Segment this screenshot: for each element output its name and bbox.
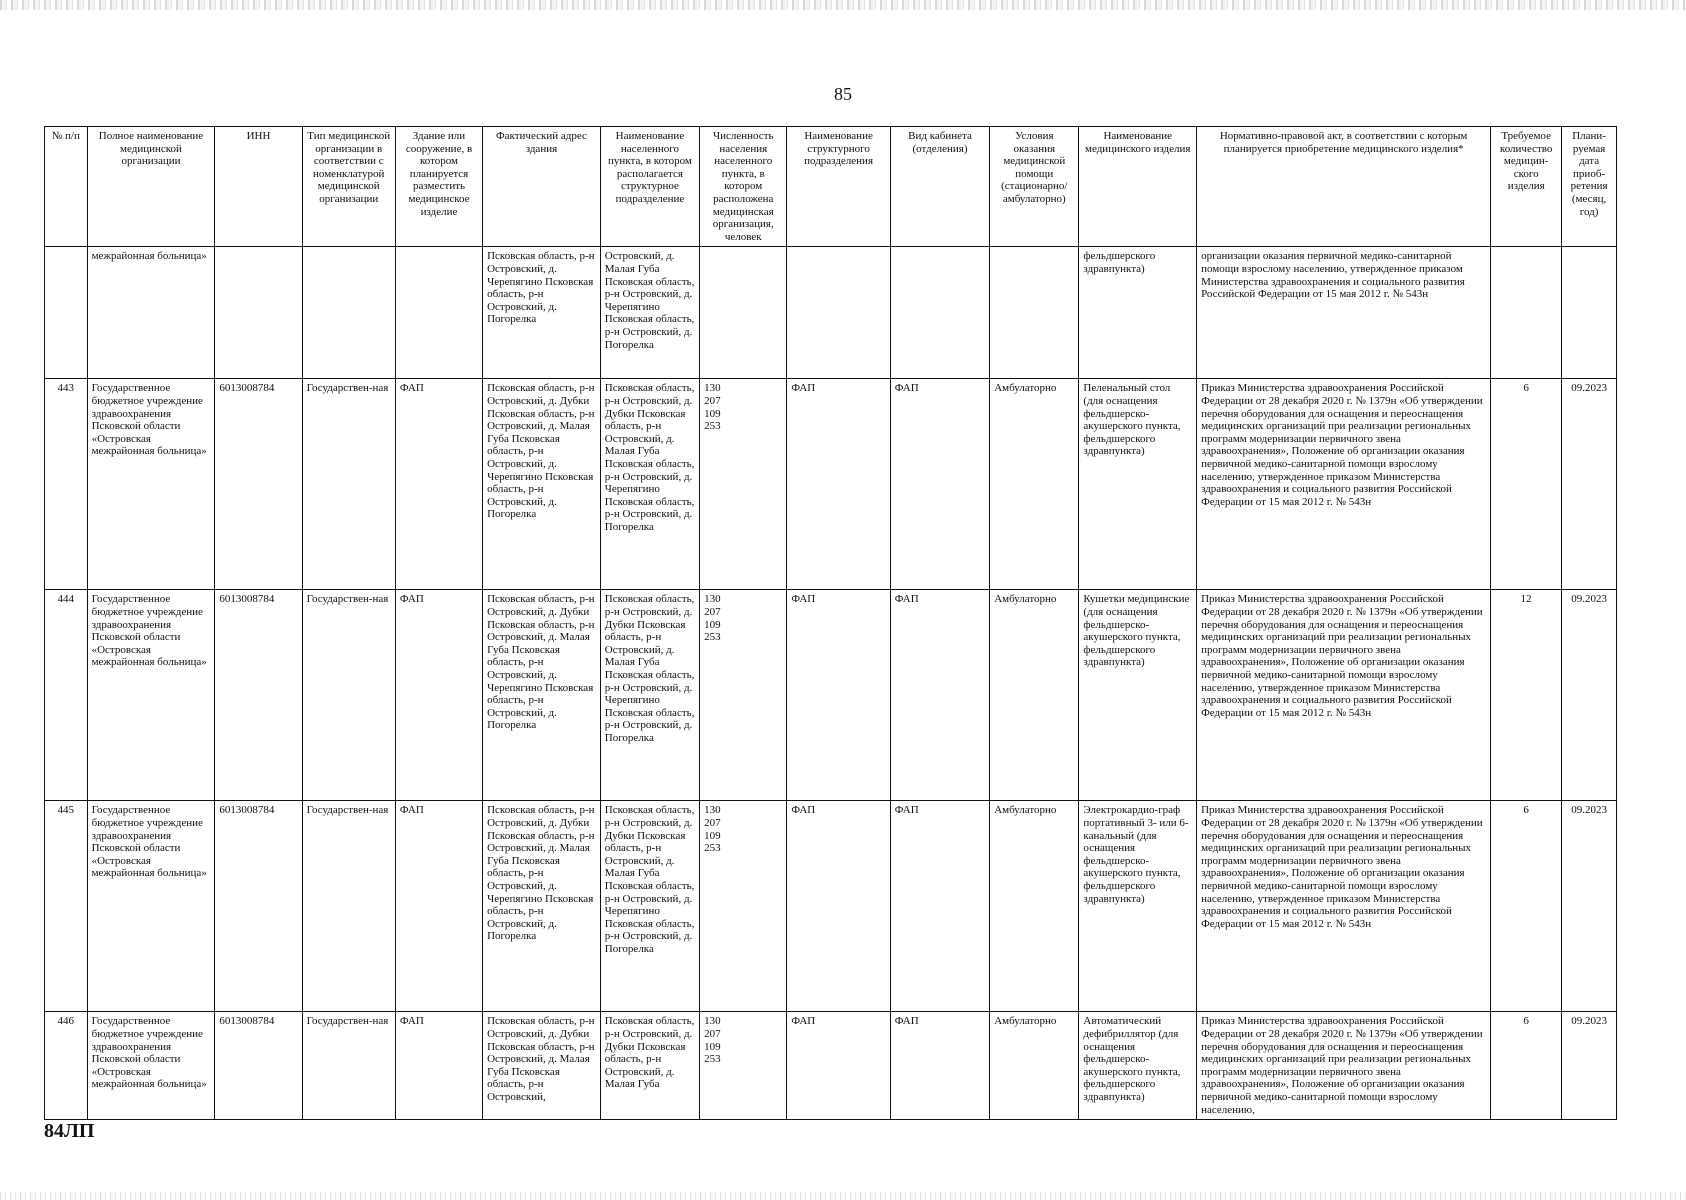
cell-conditions: Амбулаторно — [990, 379, 1079, 590]
cell-org: межрайонная больница» — [87, 247, 215, 379]
cell-item: Электрокардио-граф портативный 3- или 6-канальный (для оснащения фельдшерско-акушерского пункта, фельдшерского здравпункта) — [1079, 801, 1197, 1012]
cell-act: организации оказания первичной медико-санитарной помощи взрослому населению, утвержденное приказом Министерства здравоохранения и социального развития Российской Федерации от 15 мая 2012 г. № 543н — [1197, 247, 1491, 379]
cell-unit: ФАП — [787, 1012, 890, 1120]
cell-unit: ФАП — [787, 801, 890, 1012]
header-act: Нормативно-правовой акт, в соответствии с которым планируется приобретение медицинского изделия* — [1197, 127, 1491, 247]
header-population: Численность населения населенного пункта, в котором расположена медицинская организация, человек — [700, 127, 787, 247]
cell-item: Кушетки медицинские (для оснащения фельдшерско-акушерского пункта, фельдшерского здравпункта) — [1079, 590, 1197, 801]
cell-building: ФАП — [395, 379, 482, 590]
cell-type — [302, 247, 395, 379]
cell-conditions: Амбулаторно — [990, 1012, 1079, 1120]
header-org: Полное наименование медицинской организации — [87, 127, 215, 247]
cell-qty: 12 — [1491, 590, 1562, 801]
cell-locality: Псковская область, р-н Островский, д. Дубки Псковская область, р-н Островский, д. Малая Губа Псковская область, р-н Островский, д. Черепягино Псковская область, р-н Островский, д. Погорелка — [600, 590, 699, 801]
cell-date: 09.2023 — [1562, 590, 1617, 801]
cell-act: Приказ Министерства здравоохранения Российской Федерации от 28 декабря 2020 г. № 1379н «Об утверждении перечня оборудования для оснащения и переоснащения медицинских организаций при реализации региональных программ модернизации первичного звена здравоохранения», Положение об организации оказания первичной медико-санитарной помощи взрослому населению, утвержденное приказом Министерства здравоохранения и социального развития Российской Федерации от 15 мая 2012 г. № 543н — [1197, 801, 1491, 1012]
table-row — [45, 801, 1617, 1012]
cell-conditions — [990, 247, 1079, 379]
cell-org: Государственное бюджетное учреждение здравоохранения Псковской области «Островская межрайонная больница» — [87, 801, 215, 1012]
cell-building: ФАП — [395, 590, 482, 801]
header-address: Фактический адрес здания — [483, 127, 601, 247]
cell-inn: 6013008784 — [215, 1012, 302, 1120]
cell-num — [45, 247, 88, 379]
table-row — [45, 379, 1617, 590]
cell-cabinet: ФАП — [890, 590, 989, 801]
cell-cabinet: ФАП — [890, 801, 989, 1012]
cell-qty: 6 — [1491, 1012, 1562, 1120]
cell-item: Пеленальный стол (для оснащения фельдшерско-акушерского пункта, фельдшерского здравпункта) — [1079, 379, 1197, 590]
header-cabinet: Вид кабинета (отделения) — [890, 127, 989, 247]
cell-type: Государствен-ная — [302, 379, 395, 590]
table-row — [45, 1012, 1617, 1120]
cell-org: Государственное бюджетное учреждение здравоохранения Псковской области «Островская межрайонная больница» — [87, 590, 215, 801]
cell-address: Псковская область, р-н Островский, д. Дубки Псковская область, р-н Островский, д. Малая Губа Псковская область, р-н Островский, д. Черепягино Псковская область, р-н Островский, д. Погорелка — [483, 590, 601, 801]
header-item: Наименование медицинского изделия — [1079, 127, 1197, 247]
cell-unit: ФАП — [787, 590, 890, 801]
cell-building: ФАП — [395, 1012, 482, 1120]
cell-num: 446 — [45, 1012, 88, 1120]
cell-conditions: Амбулаторно — [990, 590, 1079, 801]
header-unit: Наименование структурного подразделения — [787, 127, 890, 247]
cell-inn: 6013008784 — [215, 379, 302, 590]
cell-num: 444 — [45, 590, 88, 801]
cell-act: Приказ Министерства здравоохранения Российской Федерации от 28 декабря 2020 г. № 1379н «Об утверждении перечня оборудования для оснащения и переоснащения медицинских организаций при реализации региональных программ модернизации первичного звена здравоохранения», Положение об организации оказания первичной медико-санитарной помощи взрослому населению, утвержденное приказом Министерства здравоохранения и социального развития Российской Федерации от 15 мая 2012 г. № 543н — [1197, 379, 1491, 590]
header-qty: Требуемое количество медицин-ского изделия — [1491, 127, 1562, 247]
cell-act: Приказ Министерства здравоохранения Российской Федерации от 28 декабря 2020 г. № 1379н «Об утверждении перечня оборудования для оснащения и переоснащения медицинских организаций при реализации региональных программ модернизации первичного звена здравоохранения», Положение об организации оказания первичной медико-санитарной помощи взрослому населению, — [1197, 1012, 1491, 1120]
cell-type: Государствен-ная — [302, 1012, 395, 1120]
cell-org: Государственное бюджетное учреждение здравоохранения Псковской области «Островская межрайонная больница» — [87, 1012, 215, 1120]
cell-type: Государствен-ная — [302, 801, 395, 1012]
header-type: Тип медицинской организации в соответствии с номенклатурой медицинской организации — [302, 127, 395, 247]
cell-building: ФАП — [395, 801, 482, 1012]
cell-type: Государствен-ная — [302, 590, 395, 801]
header-locality: Наименование населенного пункта, в котором располагается структурное подразделение — [600, 127, 699, 247]
page-number: 85 — [834, 84, 852, 104]
cell-locality: Островский, д. Малая Губа Псковская область, р-н Островский, д. Черепягино Псковская область, р-н Островский, д. Погорелка — [600, 247, 699, 379]
cell-inn: 6013008784 — [215, 801, 302, 1012]
cell-act: Приказ Министерства здравоохранения Российской Федерации от 28 декабря 2020 г. № 1379н «Об утверждении перечня оборудования для оснащения и переоснащения медицинских организаций при реализации региональных программ модернизации первичного звена здравоохранения», Положение об организации оказания первичной медико-санитарной помощи взрослому населению, утвержденное приказом Министерства здравоохранения и социального развития Российской Федерации от 15 мая 2012 г. № 543н — [1197, 590, 1491, 801]
scan-edge-top — [0, 0, 1686, 10]
cell-qty — [1491, 247, 1562, 379]
cell-address: Псковская область, р-н Островский, д. Дубки Псковская область, р-н Островский, д. Малая Губа Псковская область, р-н Островский, — [483, 1012, 601, 1120]
header-building: Здание или сооружение, в котором планируется разместить медицинское изделие — [395, 127, 482, 247]
cell-population: 130 207 109 253 — [700, 379, 787, 590]
header-num: № п/п — [45, 127, 88, 247]
cell-address: Псковская область, р-н Островский, д. Дубки Псковская область, р-н Островский, д. Малая Губа Псковская область, р-н Островский, д. Черепягино Псковская область, р-н Островский, д. Погорелка — [483, 801, 601, 1012]
header-date: Плани-руемая дата приоб-ретения (месяц, год) — [1562, 127, 1617, 247]
cell-date: 09.2023 — [1562, 1012, 1617, 1120]
header-conditions: Условия оказания медицинской помощи (стационарно/ амбулаторно) — [990, 127, 1079, 247]
table-row-continuation — [45, 247, 1617, 379]
cell-inn: 6013008784 — [215, 590, 302, 801]
cell-num: 443 — [45, 379, 88, 590]
cell-locality: Псковская область, р-н Островский, д. Дубки Псковская область, р-н Островский, д. Малая Губа Псковская область, р-н Островский, д. Черепягино Псковская область, р-н Островский, д. Погорелка — [600, 801, 699, 1012]
cell-item: Автоматический дефибриллятор (для оснащения фельдшерско-акушерского пункта, фельдшерского здравпункта) — [1079, 1012, 1197, 1120]
scan-edge-bottom — [0, 1192, 1686, 1200]
cell-cabinet: ФАП — [890, 379, 989, 590]
cell-qty: 6 — [1491, 801, 1562, 1012]
cell-population: 130 207 109 253 — [700, 801, 787, 1012]
cell-date: 09.2023 — [1562, 379, 1617, 590]
header-inn: ИНН — [215, 127, 302, 247]
cell-population: 130 207 109 253 — [700, 590, 787, 801]
cell-locality: Псковская область, р-н Островский, д. Дубки Псковская область, р-н Островский, д. Малая Губа Псковская область, р-н Островский, д. Черепягино Псковская область, р-н Островский, д. Погорелка — [600, 379, 699, 590]
cell-date — [1562, 247, 1617, 379]
cell-date: 09.2023 — [1562, 801, 1617, 1012]
cell-item: фельдшерского здравпункта) — [1079, 247, 1197, 379]
cell-address: Псковская область, р-н Островский, д. Дубки Псковская область, р-н Островский, д. Малая Губа Псковская область, р-н Островский, д. Черепягино Псковская область, р-н Островский, д. Погорелка — [483, 379, 601, 590]
cell-population — [700, 247, 787, 379]
cell-conditions: Амбулаторно — [990, 801, 1079, 1012]
cell-cabinet — [890, 247, 989, 379]
cell-unit — [787, 247, 890, 379]
table-row — [45, 590, 1617, 801]
cell-address: Псковская область, р-н Островский, д. Черепягино Псковская область, р-н Островский, д. Погорелка — [483, 247, 601, 379]
cell-cabinet: ФАП — [890, 1012, 989, 1120]
cell-locality: Псковская область, р-н Островский, д. Дубки Псковская область, р-н Островский, д. Малая Губа — [600, 1012, 699, 1120]
cell-population: 130 207 109 253 — [700, 1012, 787, 1120]
table-header-row — [45, 127, 1617, 247]
cell-qty: 6 — [1491, 379, 1562, 590]
cell-num: 445 — [45, 801, 88, 1012]
cell-inn — [215, 247, 302, 379]
equipment-table — [44, 126, 1617, 1120]
document-code: 84ЛП — [44, 1120, 95, 1142]
cell-unit: ФАП — [787, 379, 890, 590]
cell-building — [395, 247, 482, 379]
cell-org: Государственное бюджетное учреждение здравоохранения Псковской области «Островская межрайонная больница» — [87, 379, 215, 590]
